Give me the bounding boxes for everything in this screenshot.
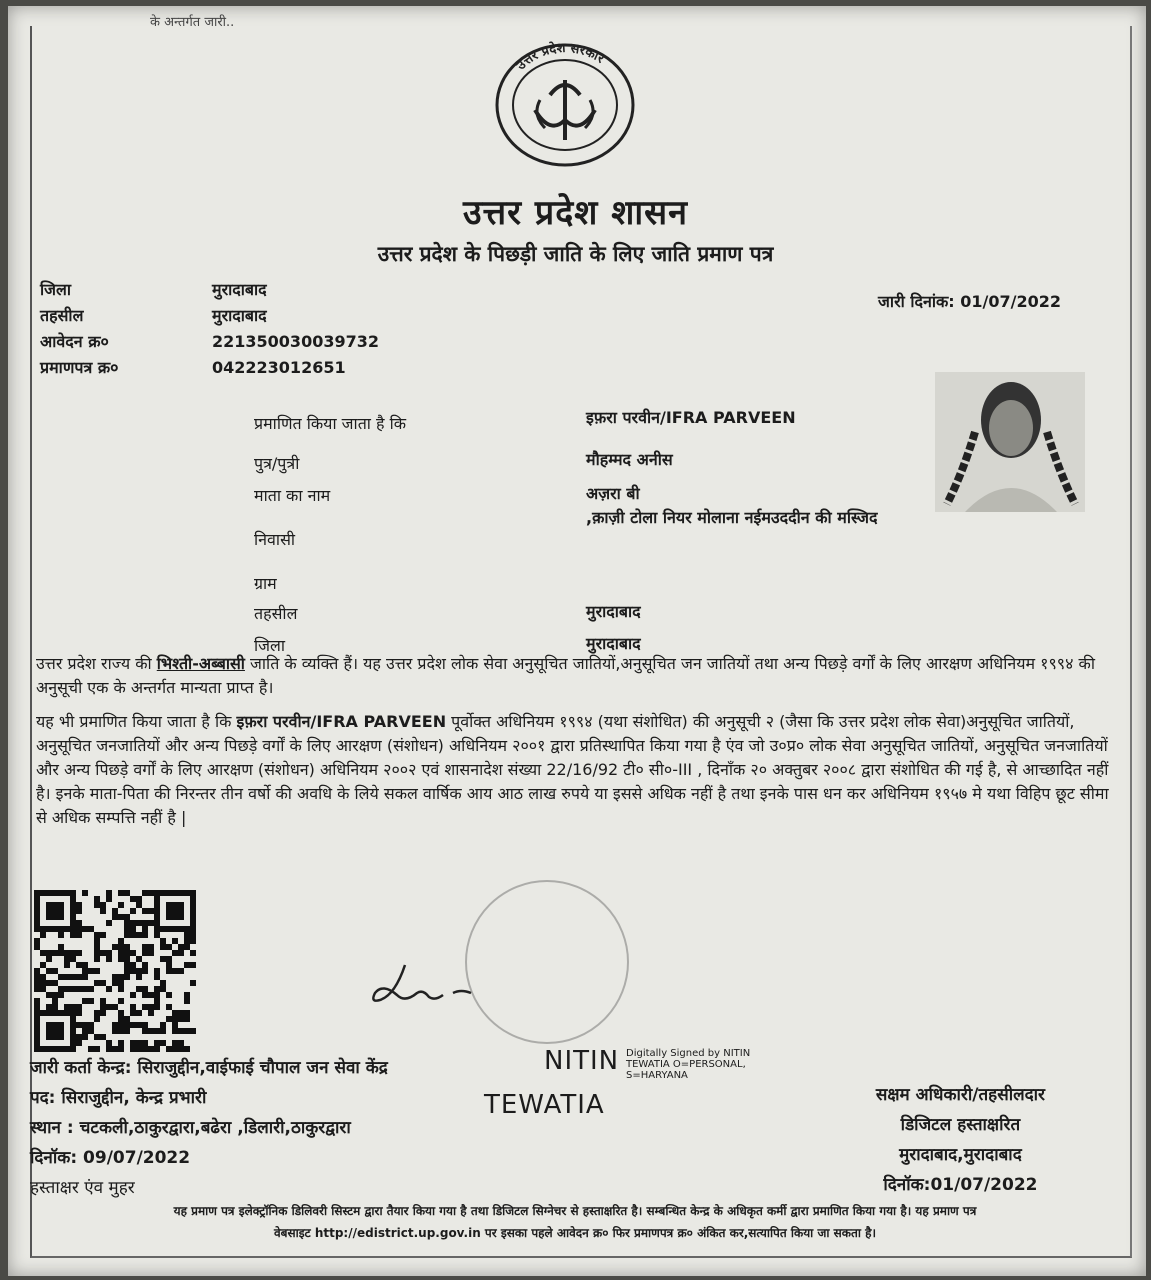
district-label: जिला <box>40 280 72 299</box>
authority-place: मुरादाबाद,मुरादाबाद <box>899 1145 1022 1165</box>
applicant-photo <box>935 372 1085 512</box>
certified-label: प्रमाणित किया जाता है कि <box>254 414 407 433</box>
svg-text:उत्तर प्रदेश सरकार <box>513 40 607 74</box>
certificate-no-value: 042223012651 <box>212 357 346 377</box>
authority-title: सक्षम अधिकारी/तहसीलदार <box>875 1085 1045 1105</box>
emblem-text: उत्तर प्रदेश सरकार <box>513 40 607 74</box>
digital-sign-first: NITIN <box>544 1046 620 1076</box>
village-label: ग्राम <box>254 574 277 593</box>
authority-block <box>876 1082 1045 1202</box>
detail-district-value: मुरादाबाद <box>586 634 641 653</box>
certificate-meta <box>40 276 379 380</box>
certificate-no-label: प्रमाणपत्र क्र० <box>40 358 119 377</box>
mother-name: अज़रा बी <box>586 484 640 503</box>
top-note: के अन्तर्गत जारी.. <box>150 15 235 30</box>
digital-sign-last: TEWATIA <box>484 1090 605 1120</box>
district-value: मुरादाबाद <box>212 280 267 299</box>
issuer-centre: जारी कर्ता केन्द्र: सिराजुद्दीन,वाईफाई चौपाल जन सेवा केंद्र <box>30 1058 388 1078</box>
page-title: उत्तर प्रदेश शासन <box>462 193 688 233</box>
cert-para-prefix: यह भी प्रमाणित किया जाता है कि <box>36 712 237 731</box>
application-no-label: आवेदन क्र० <box>40 332 109 351</box>
issuer-place: स्थान : चटकली,ठाकुरद्वारा,बढेरा ,डिलारी,ठाकुरद्वारा <box>30 1118 351 1138</box>
cert-para-suffix: पूर्वोक्त अधिनियम १९९४ (यथा संशोधित) की अनुसूची २ (जैसा कि उत्तर प्रदेश लोक सेवा)अनुसूचित जातियों, अनुसूचित जनजातियों और अन्य पिछड़े वर्गों के लिए आरक्षण (संशोधन) अधिनियम २००१ द्वारा प्रतिस्थापित किया गया है एंव जो उ०प्र० लोक सेवा अनुसूचित जातियों, अनुसूचित जनजातियों और अन्य पिछड़े वर्गों के लिए आरक्षण (संशोधन) अधिनियम २००२ एवं शासनादेश संख्या 22/16/92 टी० सी०-III , दिनाँक २० अक्तुबर २००८ द्वारा संशोधित की गई है, से आच्छादित नहीं है। इनके माता-पिता की निरन्तर तीन वर्षो की अवधि के लिये सकल वार्षिक आय आठ लाख रुपये या इससे अधिक नहीं है तथा इनके पास धन कर अधिनियम १९५७ मे यथा विहिप छूट सीमा से अधिक सम्पत्ति नहीं है | <box>36 712 1109 827</box>
mother-label: माता का नाम <box>254 486 331 505</box>
caste-name: भिश्ती-अब्बासी <box>156 654 245 673</box>
tehsil-value: मुरादाबाद <box>212 306 267 325</box>
tehsil-label: तहसील <box>40 306 84 325</box>
footer-line-1: यह प्रमाण पत्र इलेक्ट्रॉनिक डिलिवरी सिस्टम द्वारा तैयार किया गया है तथा डिजिटल सिग्नेचर से हस्ताक्षरित है। सम्बन्धित केन्द्र के अधिकृत कर्मी द्वारा प्रमाणित किया गया है। यह प्रमाण पत्र <box>173 1204 977 1218</box>
certification-paragraph <box>36 710 1116 830</box>
issuer-block <box>30 1055 388 1205</box>
digital-sign-detail: Digitally Signed by NITIN TEWATIA O=PERSONAL, S=HARYANA <box>626 1048 751 1081</box>
detail-district-label: जिला <box>254 636 286 655</box>
father-name: मौहम्मद अनीस <box>586 450 673 469</box>
up-government-emblem <box>490 40 640 170</box>
address-value: ,क़ाज़ी टोला नियर मोलाना नईमउददीन की मस्जिद <box>586 508 878 527</box>
detail-tehsil-label: तहसील <box>254 604 298 623</box>
resident-label: निवासी <box>254 530 296 549</box>
applicant-name: इफ़रा परवीन/IFRA PARVEEN <box>586 408 796 427</box>
footer-line-2: वेबसाइट http://edistrict.up.gov.in पर इसका पहले आवेदन क्र० फिर प्रमाणपत्र क्र० अंकित कर,सत्यापित किया जा सकता है। <box>273 1226 877 1240</box>
application-no-value: 221350030039732 <box>212 331 379 351</box>
page-subtitle: उत्तर प्रदेश के पिछड़ी जाति के लिए जाति प्रमाण पत्र <box>377 242 774 266</box>
handwritten-signature <box>365 955 495 1015</box>
authority-date: दिनॉक:01/07/2022 <box>883 1175 1038 1195</box>
issuer-date: दिनॉक: 09/07/2022 <box>30 1148 191 1168</box>
issuer-post: पद: सिराजुद्दीन, केन्द्र प्रभारी <box>30 1088 207 1108</box>
issuer-stamp-label: हस्ताक्षर एंव मुहर <box>30 1178 135 1198</box>
detail-tehsil-value: मुरादाबाद <box>586 602 641 621</box>
parent-label: पुत्र/पुत्री <box>254 454 300 473</box>
cert-para-name: इफ़रा परवीन/IFRA PARVEEN <box>236 712 447 731</box>
authority-signed: डिजिटल हस्ताक्षरित <box>900 1115 1021 1135</box>
caste-para-prefix: उत्तर प्रदेश राज्य की <box>36 654 157 673</box>
footer-note <box>20 1200 1130 1244</box>
caste-para-suffix: जाति के व्यक्ति हैं। यह उत्तर प्रदेश लोक सेवा अनुसूचित जातियों,अनुसूचित जन जातियों तथा अन्य पिछड़े वर्गों के लिए आरक्षण अधिनियम १९९४ की अनुसूची एक के अन्तर्गत मान्यता प्राप्त है। <box>36 654 1095 697</box>
caste-paragraph <box>36 652 1116 700</box>
issue-date: जारी दिनांक: 01/07/2022 <box>878 292 1061 311</box>
qr-code <box>34 890 196 1052</box>
